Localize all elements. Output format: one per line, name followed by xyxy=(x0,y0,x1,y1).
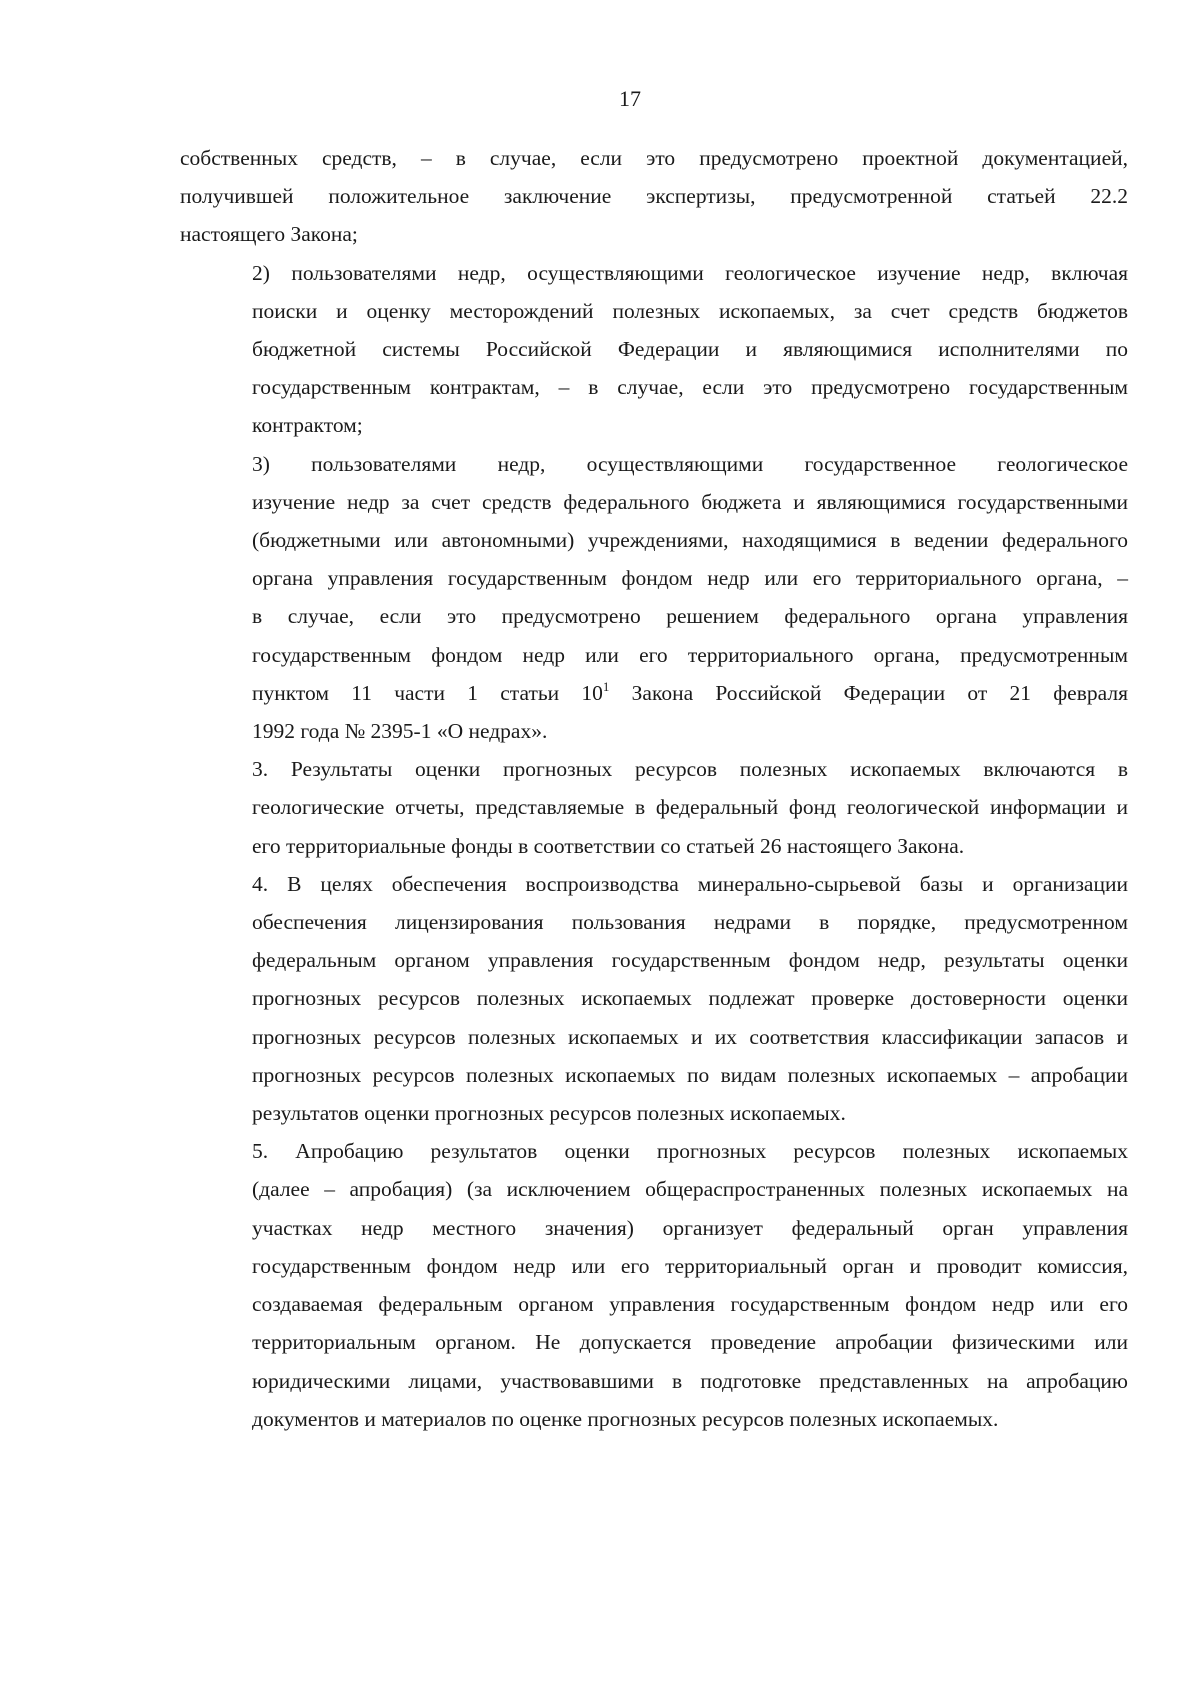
text-line: создаваемая федеральным органом управления государственным фондом недр или его xyxy=(252,1292,1128,1317)
text-line: изучение недр за счет средств федерального бюджета и являющимися государственными xyxy=(252,489,1128,514)
text-line: поиски и оценку месторождений полезных ископаемых, за счет средств бюджетов xyxy=(252,298,1128,323)
text-line: участках недр местного значения) организует федеральный орган управления xyxy=(252,1215,1128,1240)
text-line: обеспечения лицензирования пользования недрами в порядке, предусмотренном xyxy=(252,910,1128,935)
page-number: 17 xyxy=(619,86,641,111)
paragraph-item-2 xyxy=(180,254,1128,445)
text-line: прогнозных ресурсов полезных ископаемых и их соответствия классификации запасов и xyxy=(252,1024,1128,1049)
text-line: его территориальные фонды в соответствии со статьей 26 настоящего Закона. xyxy=(252,833,965,858)
text-line-with-superscript xyxy=(180,674,1128,712)
text-line: 3. Результаты оценки прогнозных ресурсов полезных ископаемых включаются в xyxy=(252,757,1128,782)
text-line: 2) пользователями недр, осуществляющими геологическое изучение недр, включая xyxy=(252,260,1128,285)
paragraph-section-3 xyxy=(180,750,1128,865)
text-line: государственным контрактам, – в случае, если это предусмотрено государственным xyxy=(252,375,1128,400)
text-line: контрактом; xyxy=(252,413,363,438)
text-segment: пунктом 11 части 1 статьи 10 xyxy=(252,680,603,705)
text-line: геологические отчеты, представляемые в федеральный фонд геологической информации и xyxy=(252,795,1128,820)
text-line: 3) пользователями недр, осуществляющими государственное геологическое xyxy=(252,451,1128,476)
text-line: 5. Апробацию результатов оценки прогнозных ресурсов полезных ископаемых xyxy=(252,1139,1128,1164)
text-line: документов и материалов по оценке прогнозных ресурсов полезных ископаемых. xyxy=(252,1406,999,1431)
body-text xyxy=(180,139,1128,1438)
text-line: федеральным органом управления государственным фондом недр, результаты оценки xyxy=(252,948,1128,973)
text-line: прогнозных ресурсов полезных ископаемых подлежат проверке достоверности оценки xyxy=(252,986,1128,1011)
text-line: (далее – апробация) (за исключением общераспространенных полезных ископаемых на xyxy=(252,1177,1128,1202)
paragraph-item-3 xyxy=(180,445,1128,751)
text-line: территориальным органом. Не допускается проведение апробации физическими или xyxy=(252,1330,1128,1355)
text-line: собственных средств, – в случае, если это предусмотрено проектной документацией, xyxy=(180,146,1128,170)
text-line: (бюджетными или автономными) учреждениями, находящимися в ведении федерального xyxy=(252,528,1128,553)
text-line: органа управления государственным фондом недр или его территориального органа, – xyxy=(252,566,1128,591)
text-segment: Закона Российской Федерации от 21 февраля xyxy=(609,680,1128,705)
text-line: государственным фондом недр или его территориального органа, предусмотренным xyxy=(252,642,1128,667)
superscript: 1 xyxy=(602,678,610,694)
text-line: в случае, если это предусмотрено решением федерального органа управления xyxy=(252,604,1128,629)
text-line: результатов оценки прогнозных ресурсов полезных ископаемых. xyxy=(252,1101,846,1126)
paragraph-continuation xyxy=(180,139,1128,254)
paragraph-section-4 xyxy=(180,865,1128,1132)
text-line: прогнозных ресурсов полезных ископаемых по видам полезных ископаемых – апробации xyxy=(252,1062,1128,1087)
text-line: юридическими лицами, участвовавшими в подготовке представленных на апробацию xyxy=(252,1368,1128,1393)
text-line: 1992 года № 2395-1 «О недрах». xyxy=(252,719,548,744)
text-line: настоящего Закона; xyxy=(180,222,358,247)
text-line: государственным фондом недр или его территориальный орган и проводит комиссия, xyxy=(252,1253,1128,1278)
text-line: 4. В целях обеспечения воспроизводства минерально-сырьевой базы и организации xyxy=(252,871,1128,896)
text-line: получившей положительное заключение экспертизы, предусмотренной статьей 22.2 xyxy=(180,184,1128,209)
text-line: бюджетной системы Российской Федерации и являющимися исполнителями по xyxy=(252,337,1128,362)
paragraph-section-5 xyxy=(180,1132,1128,1438)
